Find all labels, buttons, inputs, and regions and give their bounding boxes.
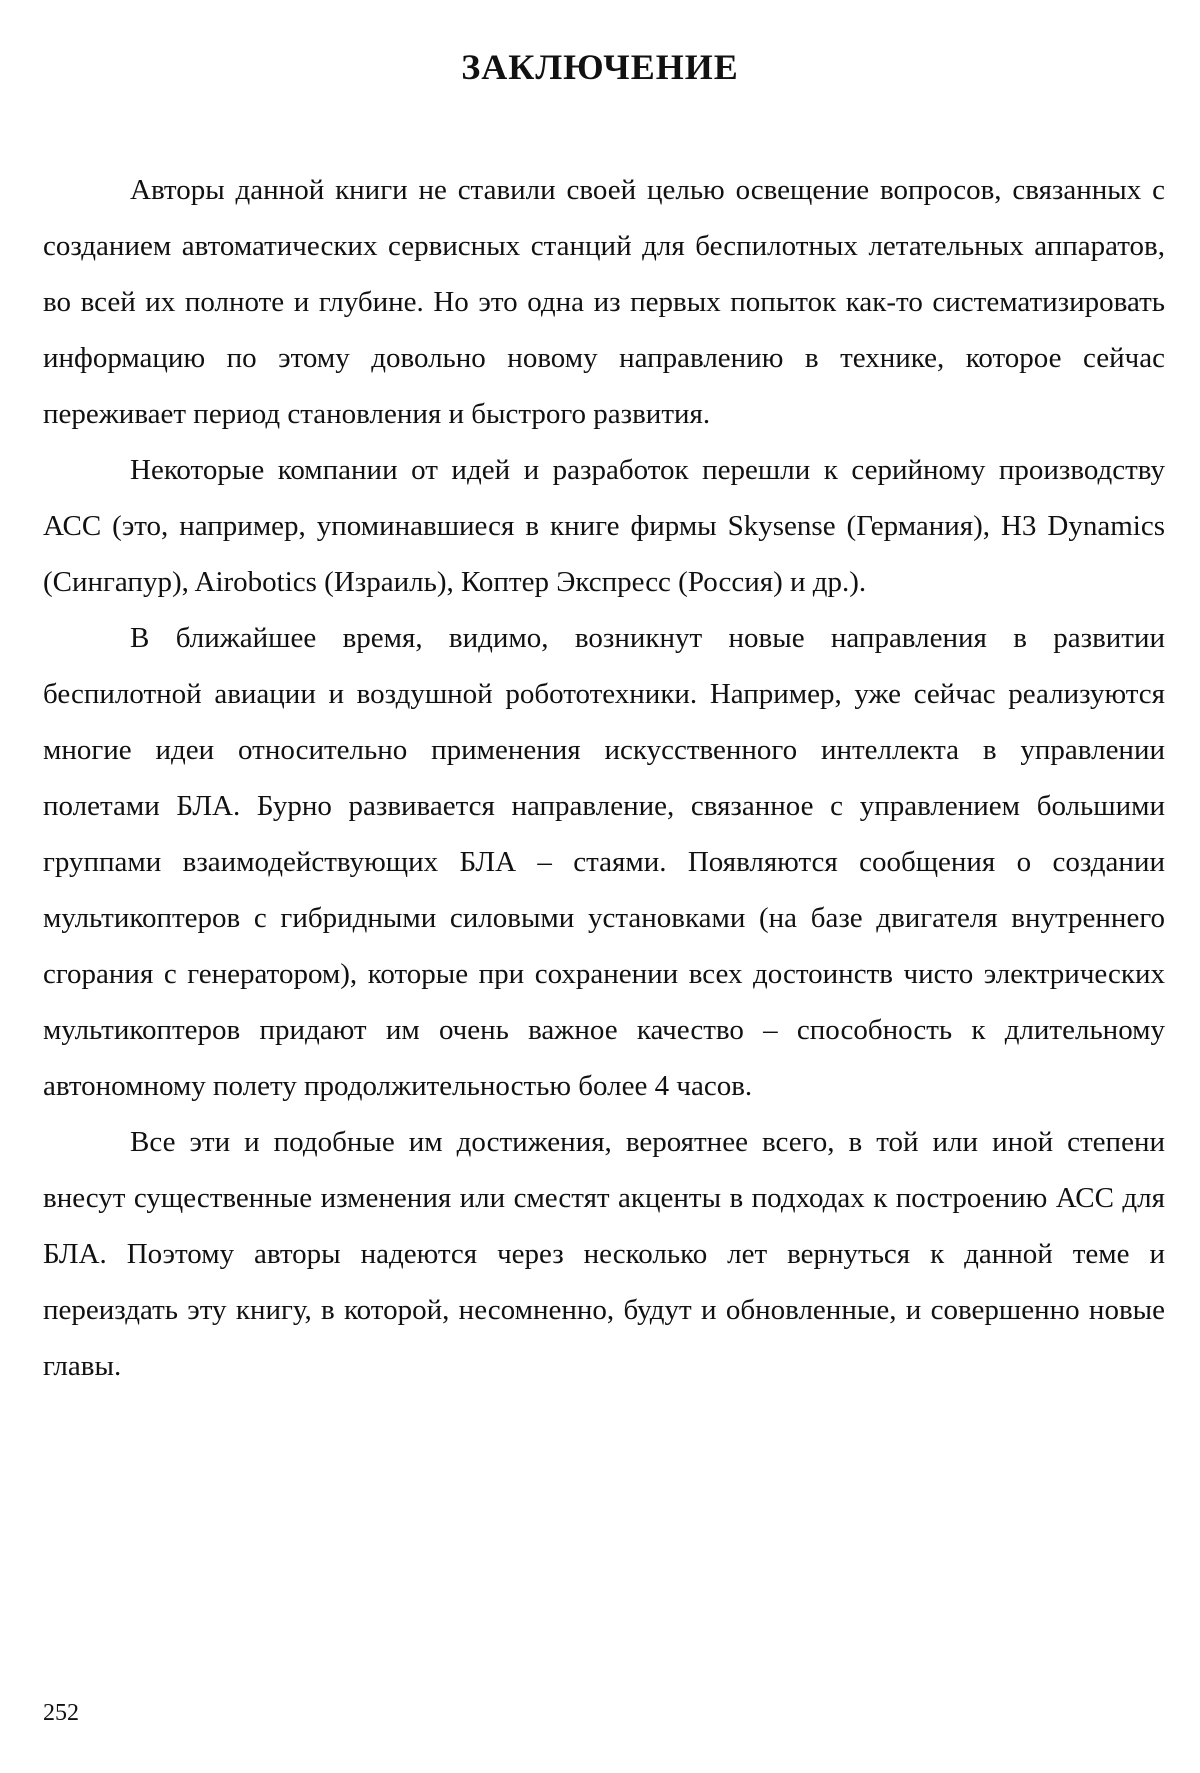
paragraph-1: Авторы данной книги не ставили своей целью освещение вопросов, связанных с созданием автоматических сервисных станций для беспилотных летательных аппаратов, во всей их полноте и глубине. Но это одна из первых попыток как-то систематизировать информацию по этому довольно новому направлению в технике, которое сейчас переживает период становления и быстрого развития. xyxy=(43,174,1165,430)
paragraph-4: Все эти и подобные им достижения, вероятнее всего, в той или иной степени внесут существенные изменения или сместят акценты в подходах к построению АСС для БЛА. Поэтому авторы надеются через несколько лет вернуться к данной теме и переиздать эту книгу, в которой, несомненно, будут и обновленные, и совершенно новые главы. xyxy=(43,1126,1165,1382)
body-text xyxy=(43,162,1165,1394)
paragraph-3: В ближайшее время, видимо, возникнут новые направления в развитии беспилотной авиации и воздушной робототехники. Например, уже сейчас реализуются многие идеи относительно применения искусственного интеллекта в управлении полетами БЛА. Бурно развивается направление, связанное с управлением большими группами взаимодействующих БЛА – стаями. Появляются сообщения о создании мультикоптеров с гибридными силовыми установками (на базе двигателя внутреннего сгорания с генератором), которые при сохранении всех достоинств чисто электрических мультикоптеров придают им очень важное качество – способность к длительному автономному полету продолжительностью более 4 часов. xyxy=(43,622,1165,1102)
page-title: ЗАКЛЮЧЕНИЕ xyxy=(461,47,739,87)
paragraph-2: Некоторые компании от идей и разработок перешли к серийному производству АСС (это, например, упоминавшиеся в книге фирмы Skysense (Германия), H3 Dynamics (Сингапур), Airobotics (Израиль), Коптер Экспресс (Россия) и др.). xyxy=(43,454,1165,598)
page-number: 252 xyxy=(43,1700,79,1726)
